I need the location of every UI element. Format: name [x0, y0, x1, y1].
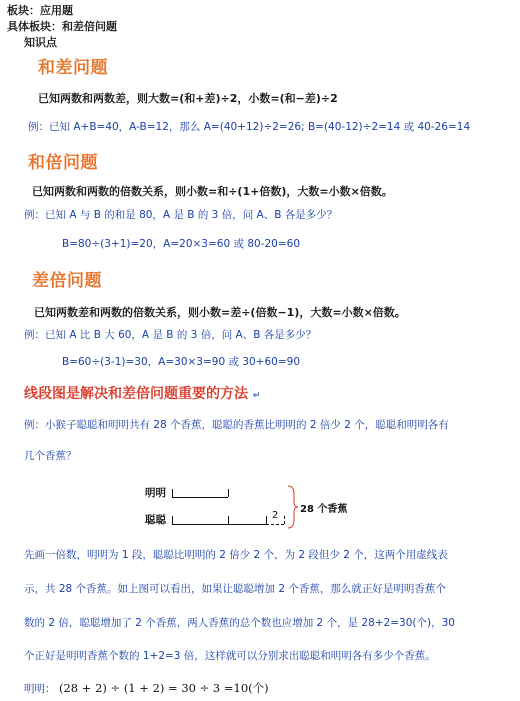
hebei-rule: 已知两数和两数的倍数关系，则小数=和÷(1+倍数)，大数=小数×倍数。: [32, 185, 393, 198]
chabei-rule: 已知两数差和两数的倍数关系，则小数=差÷(倍数−1)，大数=小数×倍数。: [34, 306, 406, 319]
diagram-total-label: 28 个香蕉: [300, 504, 348, 515]
explanation-line2: 示，共 28 个香蕉。如上图可以看出，如果让聪聪增加 2 个香蕉，那么就正好是明明香蕉个: [24, 583, 446, 595]
diagram-label-mingming: 明明: [145, 487, 166, 499]
explanation-line1: 先画一倍数，明明为 1 段，聪聪比明明的 2 倍少 2 个，为 2 段但少 2 个，这两个用虚线表: [24, 549, 448, 561]
explanation-line4: 个正好是明明香蕉个数的 1+2=3 倍，这样就可以分别求出聪聪和明明各有多少个香蕉。: [24, 650, 436, 662]
diagram-diff-label: 2: [272, 510, 279, 521]
knowledge-label: 知识点: [24, 36, 57, 49]
chabei-solution: B=60÷(3-1)=30，A=30×3=90 或 30+60=90: [62, 356, 300, 368]
answer-label: 明明：: [24, 683, 56, 695]
hebei-solution: B=80÷(3+1)=20，A=20×3=60 或 80-20=60: [62, 238, 300, 250]
brace-icon: [286, 484, 300, 530]
hebei-example: 例：已知 A 与 B 的和是 80，A 是 B 的 3 倍，问 A、B 各是多少？: [24, 209, 338, 221]
chabei-example: 例：已知 A 比 B 大 60，A 是 B 的 3 倍，问 A、B 各是多少？: [24, 329, 317, 341]
hecha-rule: 已知两数和两数差，则大数=(和+差)÷2，小数=(和−差)÷2: [38, 92, 338, 105]
hecha-example: 例：已知 A+B=40，A-B=12，那么 A=(40+12)÷2=26; B=(40-12)÷2=14 或 40-26=14: [28, 121, 471, 133]
hecha-title: 和差问题: [38, 58, 108, 78]
chabei-title: 差倍问题: [32, 271, 102, 291]
diagram-label-congcong: 聪聪: [145, 514, 166, 526]
answer-formula: (28 + 2) ÷ (1 + 2) = 30 ÷ 3 =10(个): [59, 681, 269, 695]
method-title-text: 线段图是解决和差倍问题重要的方法: [24, 386, 248, 402]
answer-row: [24, 680, 269, 696]
return-mark-icon: ↵: [252, 391, 261, 401]
method-title: [24, 383, 260, 403]
method-example-line2: 几个香蕉？: [24, 450, 77, 462]
hebei-title: 和倍问题: [28, 153, 98, 173]
block-label: 板块：应用题: [7, 4, 73, 17]
explanation-line3: 数的 2 倍，聪聪增加了 2 个香蕉，两人香蕉的总个数也应增加 2 个，是 28+2=30(个)，30: [24, 617, 455, 629]
method-example-line1: 例：小猴子聪聪和明明共有 28 个香蕉，聪聪的香蕉比明明的 2 倍少 2 个，聪聪和明明各有: [24, 419, 449, 431]
sub-block-label: 具体板块：和差倍问题: [7, 20, 117, 33]
